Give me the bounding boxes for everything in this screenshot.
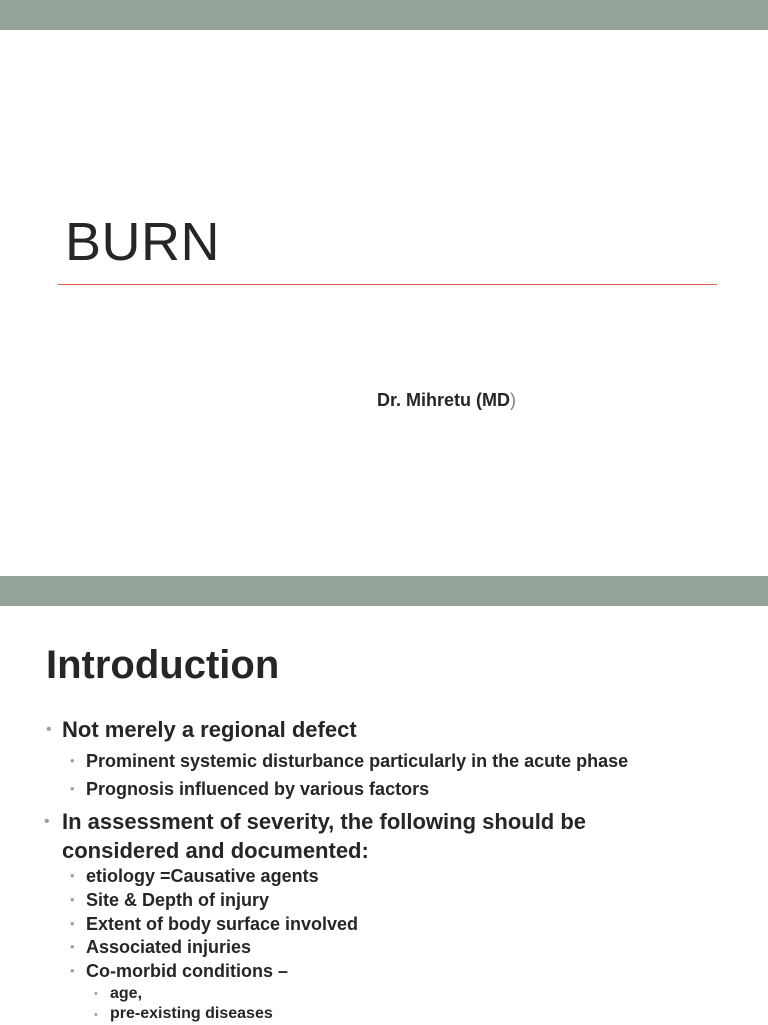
author-text: Dr. Mihretu (MD bbox=[377, 390, 510, 410]
slide-divider-band bbox=[0, 576, 768, 606]
bullet-icon: • bbox=[44, 813, 50, 830]
sub-bullet-point: Prognosis influenced by various factors bbox=[86, 779, 430, 799]
bullet-point: In assessment of severity, the following should be bbox=[62, 809, 587, 834]
title-underline bbox=[58, 284, 717, 285]
top-accent-band bbox=[0, 0, 768, 30]
sub-bullet-point: Associated injuries bbox=[86, 937, 252, 957]
bullet-icon: • bbox=[70, 781, 75, 796]
bullet-point-continuation: considered and documented: bbox=[62, 838, 369, 863]
bullet-icon: • bbox=[70, 939, 75, 954]
bullet-icon: • bbox=[94, 988, 98, 1000]
section-heading: Introduction bbox=[46, 643, 280, 687]
author-closing-paren: ) bbox=[510, 390, 516, 410]
bullet-icon: • bbox=[70, 963, 75, 978]
sub-bullet-point: Site & Depth of injury bbox=[86, 890, 270, 910]
sub-bullet-point: Co-morbid conditions – bbox=[86, 961, 288, 981]
sub-bullet-point: Prominent systemic disturbance particularly in the acute phase bbox=[86, 751, 629, 771]
bullet-icon: • bbox=[46, 721, 52, 738]
bullet-icon: • bbox=[70, 916, 75, 931]
sub-sub-bullet-point: age, bbox=[110, 985, 143, 1002]
slide-title: BURN bbox=[65, 212, 221, 272]
bullet-point: Not merely a regional defect bbox=[62, 717, 357, 742]
sub-bullet-point: Extent of body surface involved bbox=[86, 914, 359, 934]
bullet-icon: • bbox=[94, 1009, 98, 1021]
sub-bullet-point: etiology =Causative agents bbox=[86, 866, 319, 886]
author-name bbox=[377, 389, 516, 411]
bullet-icon: • bbox=[70, 753, 75, 768]
bullet-icon: • bbox=[70, 892, 75, 907]
bullet-icon: • bbox=[70, 868, 75, 883]
sub-sub-bullet-point: pre-existing diseases bbox=[110, 1005, 273, 1022]
